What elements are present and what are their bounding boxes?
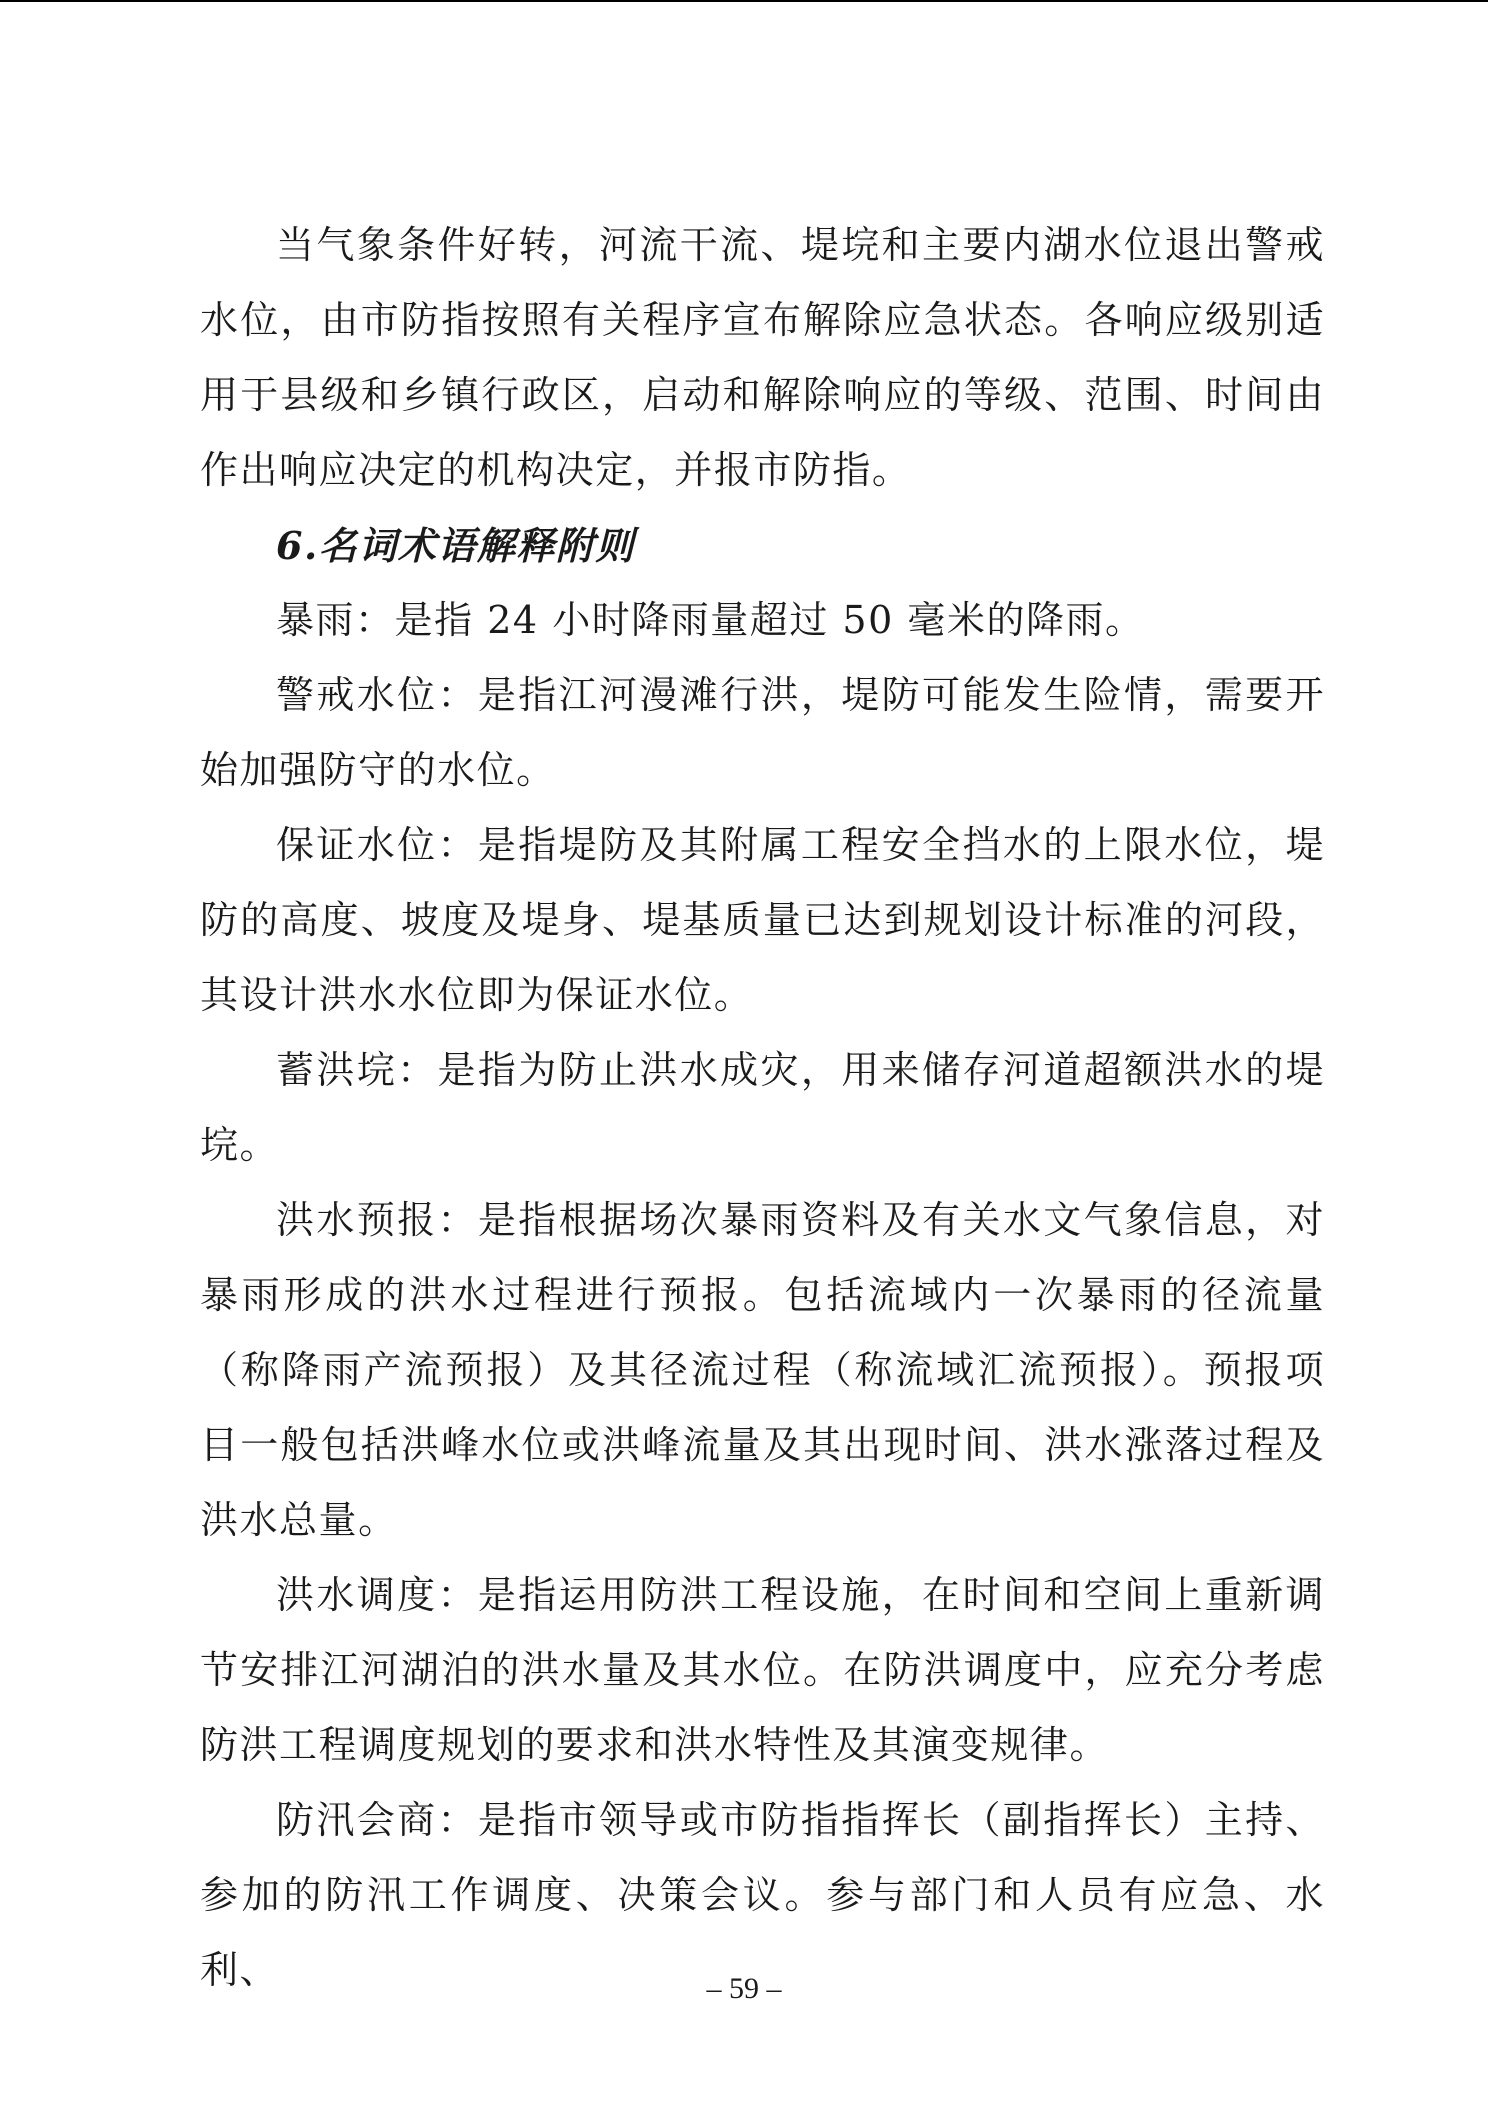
paragraph-warning-level: 警戒水位：是指江河漫滩行洪，堤防可能发生险情，需要开始加强防守的水位。	[200, 673, 1325, 792]
section-heading-glossary: 6.名词术语解释附则	[276, 523, 635, 568]
paragraph-flood-storage: 蓄洪垸：是指为防止洪水成灾，用来储存河道超额洪水的堤垸。	[200, 1048, 1325, 1167]
top-border-line	[0, 0, 1488, 2]
paragraph-flood-forecast: 洪水预报：是指根据场次暴雨资料及有关水文气象信息，对暴雨形成的洪水过程进行预报。包括流域内一次暴雨的径流量（称降雨产流预报）及其径流过程（称流域汇流预报）。预报项目一般包括洪峰水位或洪峰流量及其出现时间、洪水涨落过程及洪水总量。	[200, 1198, 1325, 1542]
page-number: – 59 –	[706, 1972, 782, 2005]
paragraph-rainstorm: 暴雨：是指 24 小时降雨量超过 50 毫米的降雨。	[276, 598, 1145, 642]
paragraph-flood-consultation: 防汛会商：是指市领导或市防指指挥长（副指挥长）主持、参加的防汛工作调度、决策会议。参与部门和人员有应急、水利、	[200, 1798, 1325, 1992]
paragraph-release-emergency: 当气象条件好转，河流干流、堤垸和主要内湖水位退出警戒水位，由市防指按照有关程序宣布解除应急状态。各响应级别适用于县级和乡镇行政区，启动和解除响应的等级、范围、时间由作出响应决定的机构决定，并报市防指。	[200, 223, 1325, 492]
paragraph-flood-dispatch: 洪水调度：是指运用防洪工程设施，在时间和空间上重新调节安排江河湖泊的洪水量及其水位。在防洪调度中，应充分考虑防洪工程调度规划的要求和洪水特性及其演变规律。	[200, 1573, 1325, 1767]
document-body	[200, 208, 1325, 2008]
paragraph-guarantee-level: 保证水位：是指堤防及其附属工程安全挡水的上限水位，堤防的高度、坡度及堤身、堤基质量已达到规划设计标准的河段，其设计洪水水位即为保证水位。	[200, 823, 1325, 1017]
